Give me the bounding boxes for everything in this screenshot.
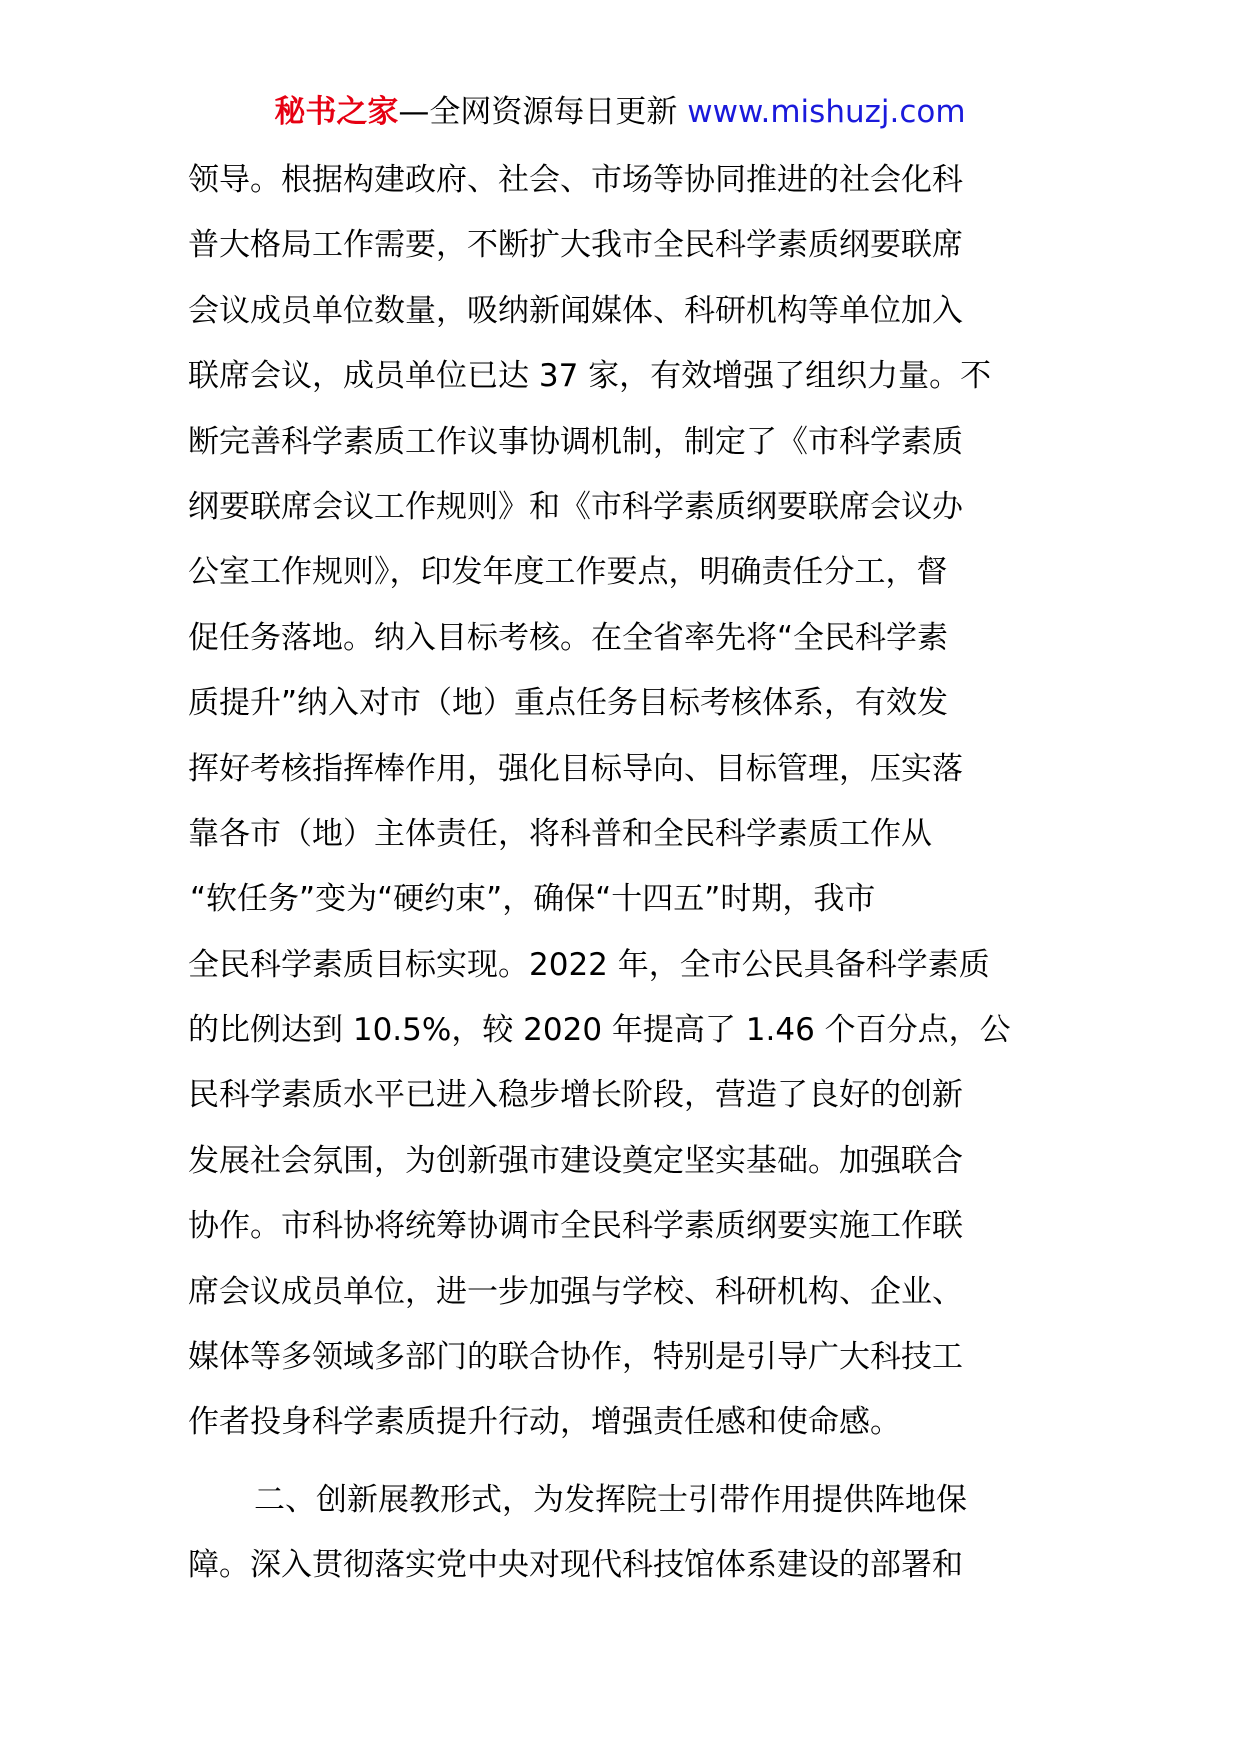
text-line: 普大格局工作需要，不断扩大我市全民科学素质纲要联席: [188, 227, 963, 264]
text-line: 纲要联席会议工作规则》和《市科学素质纲要联席会议办: [188, 488, 963, 525]
brand-name: 秘书之家: [274, 94, 399, 130]
text-line: 席会议成员单位，进一步加强与学校、科研机构、企业、: [188, 1273, 963, 1310]
section-heading-line: 二、创新展教形式，为发挥院士引带作用提供阵地保: [254, 1481, 967, 1518]
text-line: 靠各市（地）主体责任，将科普和全民科学素质工作从: [188, 815, 932, 852]
text-line: 的比例达到 10.5%，较 2020 年提高了 1.46 个百分点，公: [188, 1012, 1011, 1049]
text-line: 媒体等多领域多部门的联合协作，特别是引导广大科技工: [188, 1339, 963, 1376]
text-line: 发展社会氛围，为创新强市建设奠定坚实基础。加强联合: [188, 1142, 963, 1179]
header-slogan: —全网资源每日更新: [398, 94, 688, 130]
text-line: 联席会议，成员单位已达 37 家，有效增强了组织力量。不: [188, 358, 992, 395]
text-line: “软任务”变为“硬约束”，确保“十四五”时期，我市: [190, 881, 876, 918]
text-line: 断完善科学素质工作议事协调机制，制定了《市科学素质: [188, 423, 963, 460]
text-line: 公室工作规则》，印发年度工作要点，明确责任分工，督: [188, 554, 948, 591]
text-line: 领导。根据构建政府、社会、市场等协同推进的社会化科: [188, 162, 963, 198]
site-url-link[interactable]: www.mishuzj.com: [687, 94, 966, 130]
text-line: 民科学素质水平已进入稳步增长阶段，营造了良好的创新: [188, 1077, 963, 1114]
text-line: 质提升”纳入对市（地）重点任务目标考核体系，有效发: [188, 685, 949, 722]
text-line: 促任务落地。纳入目标考核。在全省率先将“全民科学素: [188, 619, 949, 656]
text-line: 障。深入贯彻落实党中央对现代科技馆体系建设的部署和: [188, 1547, 963, 1584]
text-line: 协作。市科协将统筹协调市全民科学素质纲要实施工作联: [188, 1208, 963, 1245]
text-line: 全民科学素质目标实现。2022 年，全市公民具备科学素质: [188, 946, 990, 983]
document-body: [188, 148, 1058, 1599]
text-line: 会议成员单位数量，吸纳新闻媒体、科研机构等单位加入: [188, 292, 963, 329]
text-line: 作者投身科学素质提升行动，增强责任感和使命感。: [188, 1404, 901, 1441]
site-header: [0, 92, 1240, 132]
text-line: 挥好考核指挥棒作用，强化目标导向、目标管理，压实落: [188, 750, 963, 787]
